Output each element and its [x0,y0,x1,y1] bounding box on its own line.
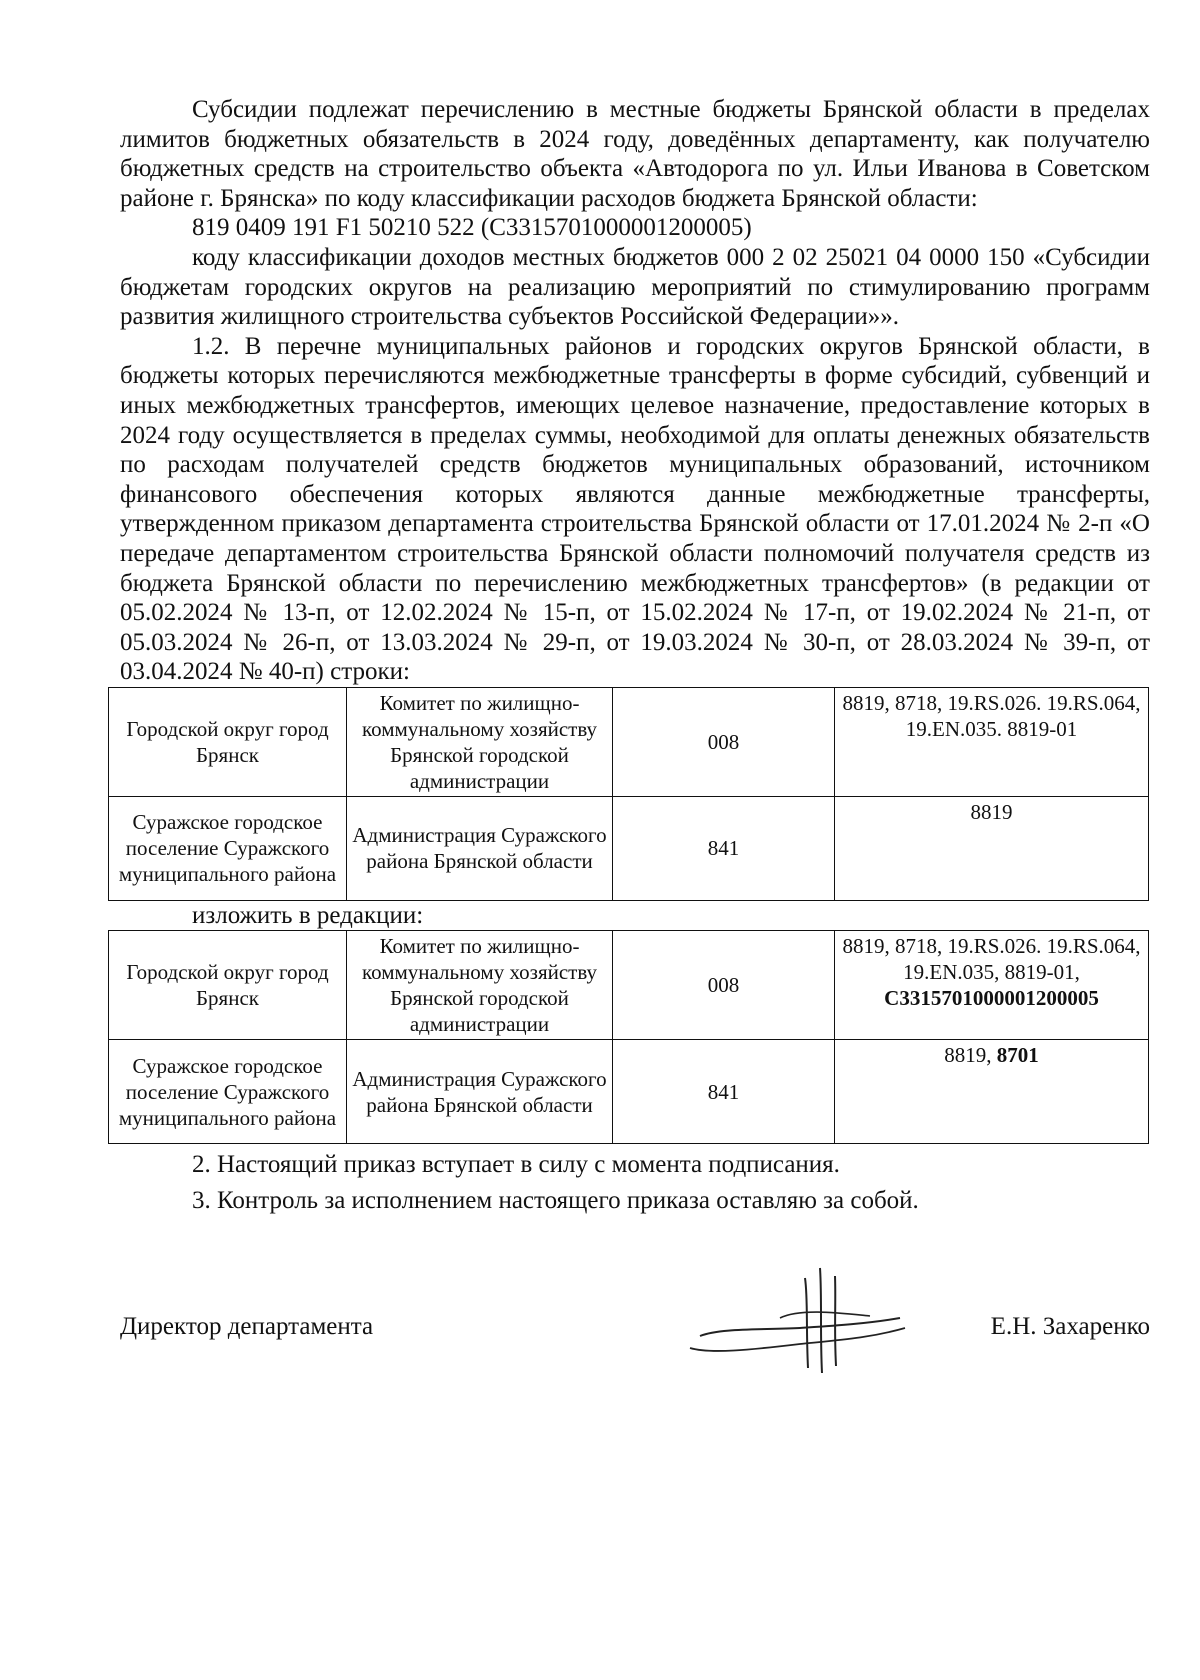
code-cell: 008 [613,931,835,1040]
paragraph-subsidies: Субсидии подлежат перечислению в местные бюджеты Брянской области в пределах лимитов бюджетных обязательств в 2024 году, доведённых департаменту, как получателю бюджетных средств на строительство объекта «Автодорога по ул. Ильи Иванова в Советском районе г. Брянска» по коду классификации расходов бюджета Брянской области: [120,96,1150,212]
table-row [109,796,1149,900]
area-cell: Суражское городское поселение Суражского муниципального района [109,1040,347,1144]
codes-cell: 8819, 8718, 19.RS.026. 19.RS.064, 19.EN.035. 8819-01 [835,687,1149,796]
signature-block [120,1258,1150,1378]
area-cell: Суражское городское поселение Суражского муниципального района [109,796,347,900]
admin-cell: Комитет по жилищно-коммунальному хозяйству Брянской городской администрации [347,931,613,1040]
handwritten-signature [680,1258,920,1378]
codes-plain: 8819, [944,1043,997,1068]
code-cell: 008 [613,687,835,796]
paragraph-income-code: коду классификации доходов местных бюджетов 000 2 02 25021 04 0000 150 «Субсидии бюджетам городских округов на реализацию мероприятий по стимулированию программ развития жилищного строительства субъектов Российской Федерации»». [120,243,1150,331]
expense-code-line: 819 0409 191 F1 50210 522 (С3315701000001200005) [192,214,752,242]
table-new-rows [108,930,1149,1144]
admin-cell: Администрация Суражского района Брянской области [347,1040,613,1144]
signer-name: Е.Н. Захаренко [990,1312,1150,1340]
paragraph-new-edition: изложить в редакции: [192,901,424,929]
table-old-rows [108,687,1149,901]
codes-cell [835,1040,1149,1144]
code-cell: 841 [613,796,835,900]
paragraph-effective: 2. Настоящий приказ вступает в силу с момента подписания. [192,1151,840,1179]
area-cell: Городской округ город Брянск [109,931,347,1040]
codes-bold: 8701 [996,1043,1039,1068]
paragraph-1-2: 1.2. В перечне муниципальных районов и городских округов Брянской области, в бюджеты которых перечисляются межбюджетные трансферты в форме субсидий, субвенций и иных межбюджетных трансфертов, имеющих целевое назначение, предоставление которых в 2024 году осуществляется в пределах суммы, необходимой для оплаты денежных обязательств по расходам получателей средств бюджетов муниципальных образований, источником финансового обеспечения которых являются данные межбюджетные трансферты, утвержденном приказом департамента строительства Брянской области от 17.01.2024 № 2-п «О передаче департаментом строительства Брянской области полномочий получателя средств из бюджета Брянской области по перечислению межбюджетных трансфертов» (в редакции от 05.02.2024 № 13-п, от 12.02.2024 № 15-п, от 15.02.2024 № 17-п, от 19.02.2024 № 21-п, от 05.03.2024 № 26-п, от 13.03.2024 № 29-п, от 19.03.2024 № 30-п, от 28.03.2024 № 39-п, от 03.04.2024 № 40-п) строки: [120,332,1150,686]
codes-cell [835,931,1149,1040]
codes-cell: 8819 [835,796,1149,900]
paragraph-control: 3. Контроль за исполнением настоящего приказа оставляю за собой. [192,1187,919,1215]
code-cell: 841 [613,1040,835,1144]
codes-plain: 8819, 8718, 19.RS.026. 19.RS.064, 19.EN.035, 8819-01, [842,934,1141,985]
table-row [109,1040,1149,1144]
area-cell: Городской округ город Брянск [109,687,347,796]
admin-cell: Комитет по жилищно-коммунальному хозяйству Брянской городской администрации [347,687,613,796]
table-row [109,931,1149,1040]
codes-bold: С3315701000001200005 [884,986,1099,1011]
table-row [109,687,1149,796]
signer-position: Директор департамента [120,1312,374,1340]
admin-cell: Администрация Суражского района Брянской области [347,796,613,900]
document-page [120,95,1150,1378]
